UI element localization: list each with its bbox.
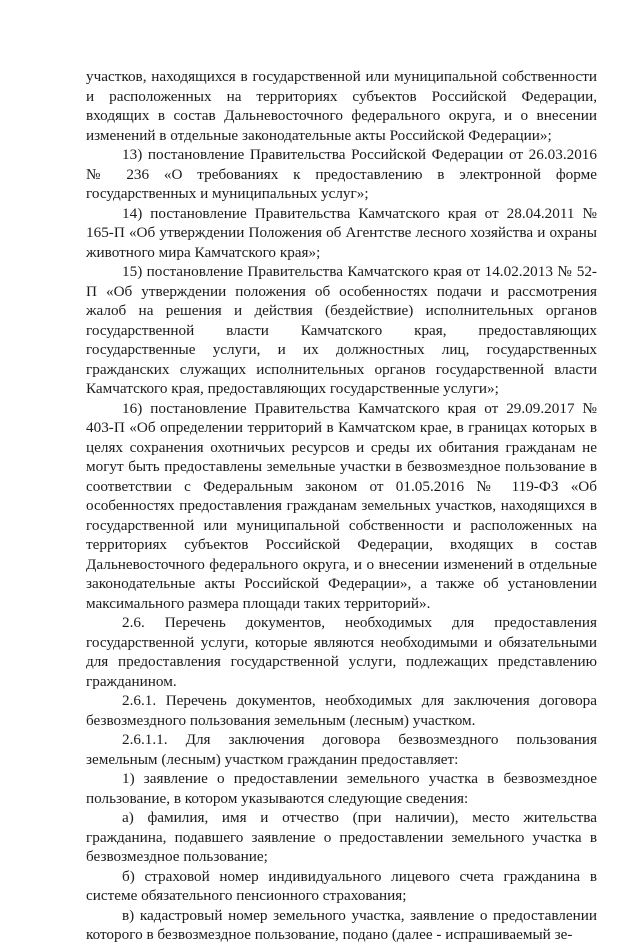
paragraph-section-2-6-1-1: 2.6.1.1. Для заключения договора безвозмездного пользования земельным (лесным) участком гражданин предоставляет: — [86, 731, 597, 768]
paragraph-sub-item-b: б) страховой номер индивидуального лицевого счета гражданина в системе обязательного пенсионного страхования; — [86, 867, 597, 904]
paragraph-section-2-6: 2.6. Перечень документов, необходимых для предоставления государственной услуги, которые являются необходимыми и обязательными для предоставления государственной услуги, подлежащих представлению гражданином. — [86, 614, 597, 690]
paragraph-item-16: 16) постановление Правительства Камчатского края от 29.09.2017 № 403-П «Об определении территорий в Камчатском крае, в границах которых в целях сохранения охотничьих ресурсов и среды их обитания гражданам не могут быть предоставлены земельные участки в безвозмездное пользование в соответствии с Федеральным законом от 01.05.2016 № 119-ФЗ «Об особенностях предоставления гражданам земельных участков, находящихся в государственной или муниципальной собственности и расположенных на территориях субъектов Российской Федерации, входящих в состав Дальневосточного федерального округа, и о внесении изменений в отдельные законодательные акты Российской Федерации», а также об установлении максимального размера площади таких территорий». — [86, 399, 597, 612]
paragraph-item-14: 14) постановление Правительства Камчатского края от 28.04.2011 № 165-П «Об утверждении Положения об Агентстве лесного хозяйства и охраны животного мира Камчатского края»; — [86, 204, 597, 261]
paragraph-continuation: участков, находящихся в государственной или муниципальной собственности и расположенных на территориях субъектов Российской Федерации, входящих в состав Дальневосточного федерального округа, и о внесении изменений в отдельные законодательные акты Российской Федерации»; — [86, 68, 597, 144]
paragraph-item-15: 15) постановление Правительства Камчатского края от 14.02.2013 № 52-П «Об утверждении положения об особенностях подачи и рассмотрения жалоб на решения и действия (бездействие) исполнительных органов государственной власти Камчатского края, предоставляющих государственные услуги, и их должностных лиц, государственных гражданских служащих исполнительных органов государственной власти Камчатского края, предоставляющих государственные услуги»; — [86, 263, 597, 397]
paragraph-section-2-6-1: 2.6.1. Перечень документов, необходимых для заключения договора безвозмездного пользования земельным (лесным) участком. — [86, 692, 597, 729]
paragraph-list-item-1: 1) заявление о предоставлении земельного участка в безвозмездное пользование, в котором указываются следующие сведения: — [86, 770, 597, 807]
paragraph-sub-item-a: а) фамилия, имя и отчество (при наличии), место жительства гражданина, подавшего заявление о предоставлении земельного участка в безвозмездное пользование; — [86, 809, 597, 865]
paragraph-item-13: 13) постановление Правительства Российской Федерации от 26.03.2016 № 236 «О требованиях к предоставлению в электронной форме государственных и муниципальных услуг»; — [86, 146, 597, 202]
document-page — [86, 67, 597, 945]
paragraph-sub-item-v: в) кадастровый номер земельного участка, заявление о предоставлении которого в безвозмездное пользование, подано (далее - испрашиваемый зе- — [86, 906, 597, 943]
